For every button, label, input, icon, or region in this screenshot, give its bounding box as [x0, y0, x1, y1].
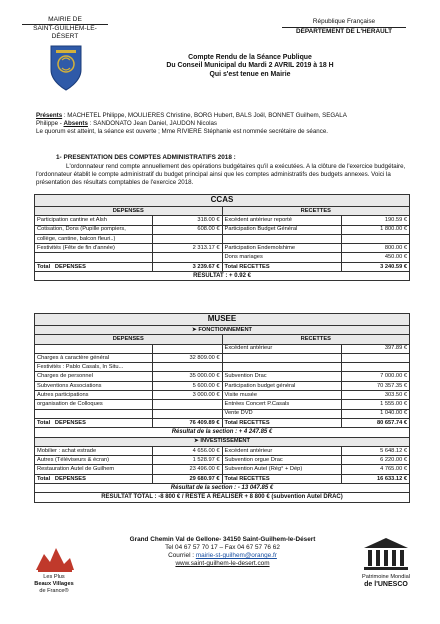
musee-rec-value: 303.50 € [342, 391, 410, 400]
table-row [35, 234, 410, 243]
musee-f-total-rec-label: Total RECETTES [222, 418, 342, 427]
ccas-rec-value: 450.00 € [342, 253, 410, 262]
table-row [35, 353, 410, 362]
table-row [35, 465, 410, 474]
left-logo-text2: Beaux Villages [34, 581, 74, 587]
invest-rec-label: Subvention Autel (Rég° + Dép) [222, 465, 342, 474]
musee-dep-value: 32 809.00 € [152, 353, 222, 362]
ccas-dep-value [152, 234, 222, 243]
invest-dep-value: 23 496.00 € [152, 465, 222, 474]
musee-rec-label [222, 363, 342, 372]
musee-rec-label: Vente DVD [222, 409, 342, 418]
musee-f-total-rec: 80 657.74 € [342, 418, 410, 427]
left-logo-text3: de France® [39, 588, 69, 594]
ccas-rec-label: Participation Endemolshime [222, 244, 342, 253]
musee-dep-value [152, 344, 222, 353]
ccas-rec-value [342, 234, 410, 243]
ccas-total-dep: 3 239.67 € [152, 262, 222, 271]
absent-label: Absents [63, 120, 88, 127]
republique-header [282, 18, 406, 36]
musee-dep-label: Autres participations [35, 391, 153, 400]
ccas-result: RESULTAT : + 0.92 € [35, 272, 410, 281]
title-line3: Qui s'est tenue en Mairie [209, 70, 291, 78]
left-logo-text1: Les Plus [43, 574, 65, 580]
left-logo-caption [26, 574, 82, 595]
musee-rec-label: Participation budget général [222, 381, 342, 390]
musee-dep-value [152, 409, 222, 418]
section-title: 1- PRESENTATION DES COMPTES ADMINISTRATIFS 2018 : [56, 154, 236, 161]
table-row [35, 344, 410, 353]
investissement-label: ➤ INVESTISSEMENT [35, 437, 410, 446]
present-label: Présents [36, 112, 63, 119]
musee-dep-label: Charges à caractère général [35, 353, 153, 362]
ccas-dep-label: Cotisation, Dons (Pupille pompiers, [35, 225, 153, 234]
musee-i-total-rec-label: Total RECETTES [222, 474, 342, 483]
musee-rec-label: Subvention Drac [222, 372, 342, 381]
ccas-title: CCAS [35, 195, 410, 207]
present-names: : MACHETEL Philippe, MOULIERES Christine, BORG Hubert, BALS Joël, BONNET Guilhem, SEGALA [62, 112, 347, 119]
invest-dep-value: 4 656.00 € [152, 446, 222, 455]
musee-dep-value: 35 000.00 € [152, 372, 222, 381]
ccas-total-rec-label: Total RECETTES [222, 262, 342, 271]
ccas-total-row [35, 262, 410, 271]
musee-rec-value: 1 040.00 € [342, 409, 410, 418]
ccas-dep-label: Festivités (Fête de fin d'année) [35, 244, 153, 253]
table-row [35, 400, 410, 409]
title-line2: Du Conseil Municipal du Mardi 2 AVRIL 2019 à 18 H [166, 62, 334, 70]
section-intro: L'ordonnateur rend compte annuellement des opérations budgétaires qu'il a exécutées. A la clôture de l'exercice budgétaire, l'ordonnateur établit le compte administratif du budget principal ainsi que les comptes administratifs des budgets annexes. Voici la présentation des résultats comptables de l'exercice 2018. [36, 163, 406, 186]
ccas-rec-value: 190.59 € [342, 216, 410, 225]
invest-rec-label: Subvention orgue Drac [222, 456, 342, 465]
quorum-text: Le quorum est atteint, la séance est ouverte ; Mme RIVIERE Stéphanie est nommée secrétaire de séance. [36, 128, 328, 135]
table-row [35, 446, 410, 455]
musee-dep-label [35, 344, 153, 353]
ccas-dep-label [35, 253, 153, 262]
musee-i-total-row [35, 474, 410, 483]
musee-dep-label: Subventions Associations [35, 381, 153, 390]
musee-dep-value [152, 400, 222, 409]
musee-rec-label: Entrées Concert P.Casals [222, 400, 342, 409]
right-logo-text2: de l'UNESCO [364, 581, 408, 588]
table-row [35, 363, 410, 372]
ccas-rec-label [222, 234, 342, 243]
ccas-table [34, 194, 410, 281]
ccas-dep-value: 318.00 € [152, 216, 222, 225]
ccas-dep-header: DEPENSES [35, 207, 223, 216]
departement-text: DÉPARTEMENT DE L'HERAULT [282, 27, 406, 36]
musee-i-total-dep: 29 680.97 € [152, 474, 222, 483]
ccas-dep-value: 608.00 € [152, 225, 222, 234]
ccas-rec-value: 1 800.00 € [342, 225, 410, 234]
ccas-dep-value [152, 253, 222, 262]
ccas-rec-label: Dons mariages [222, 253, 342, 262]
republique-text: République Française [312, 18, 376, 25]
musee-i-total-rec: 16 633.12 € [342, 474, 410, 483]
musee-rec-value: 1 555.00 € [342, 400, 410, 409]
musee-rec-value [342, 353, 410, 362]
document-title [140, 54, 360, 79]
invest-rec-value: 4 765.00 € [342, 465, 410, 474]
table-row [35, 253, 410, 262]
grand-total-result: RESULTAT TOTAL : -8 800 € / RESTE A REALISER + 8 800 € (subvention Autel DRAC) [35, 493, 410, 502]
musee-rec-label: Excédent antérieur [222, 344, 342, 353]
ccas-total-dep-label: Total DEPENSES [35, 262, 153, 271]
musee-dep-value [152, 363, 222, 372]
musee-table [34, 313, 410, 503]
invest-dep-label: Mobilier : achat estrade [35, 446, 153, 455]
ccas-total-rec: 3 240.59 € [342, 262, 410, 271]
ccas-dep-value: 2 313.17 € [152, 244, 222, 253]
musee-dep-value: 3 000.00 € [152, 391, 222, 400]
invest-rec-value: 5 648.12 € [342, 446, 410, 455]
musee-rec-value: 70 357.35 € [342, 381, 410, 390]
right-logo-text1: Patrimoine Mondial [362, 574, 410, 580]
musee-rec-label [222, 353, 342, 362]
table-row [35, 244, 410, 253]
musee-dep-label: Festivités : Pablo Casals, In Situ... [35, 363, 153, 372]
musee-f-total-dep: 76 409.89 € [152, 418, 222, 427]
musee-dep-label [35, 409, 153, 418]
footer-address: Grand Chemin Val de Gellone- 34150 Saint-Guilhem-le-Désert [129, 536, 316, 543]
attendance-paragraph [36, 112, 416, 136]
musee-rec-label: Visite musée [222, 391, 342, 400]
table-row [35, 216, 410, 225]
invest-rec-label: Excédent antérieur [222, 446, 342, 455]
ccas-rec-header: RECETTES [222, 207, 409, 216]
present-names-cont: Philippe - [36, 120, 64, 127]
ccas-rec-label: Participation Budget Général [222, 225, 342, 234]
footer-email-line [110, 552, 335, 560]
invest-dep-value: 1 528.97 € [152, 456, 222, 465]
mairie-line1: MAIRIE DE [48, 16, 82, 23]
musee-dep-label: Charges de personnel [35, 372, 153, 381]
email-label: Courriel : [168, 552, 196, 559]
table-row [35, 456, 410, 465]
musee-f-total-dep-label: Total DEPENSES [35, 418, 153, 427]
right-logo-caption [350, 574, 422, 588]
ccas-dep-label: collège, cantine, balcon fleuri..) [35, 234, 153, 243]
table-row [35, 225, 410, 234]
table-row [35, 409, 410, 418]
musee-i-total-dep-label: Total DEPENSES [35, 474, 153, 483]
table-row [35, 381, 410, 390]
table-row [35, 391, 410, 400]
fonctionnement-label: ➤ FONCTIONNEMENT [35, 326, 410, 335]
table-row [35, 372, 410, 381]
footer-contact [110, 536, 335, 568]
ccas-dep-label: Participation cantine et Alsh [35, 216, 153, 225]
ccas-rec-label: Excédent antérieur reporté [222, 216, 342, 225]
invest-dep-label: Restauration Autel de Guilhem [35, 465, 153, 474]
musee-title: MUSEE [35, 314, 410, 326]
musee-f-total-row [35, 418, 410, 427]
coat-of-arms-icon [48, 44, 84, 92]
email-link[interactable]: mairie-st-guilhem@orange.fr [195, 552, 277, 559]
ccas-rec-value: 800.00 € [342, 244, 410, 253]
mairie-header [22, 16, 108, 41]
fonctionnement-result: Résultat de la section : + 4 247.85 € [35, 428, 410, 437]
musee-rec-value: 397.89 € [342, 344, 410, 353]
absent-names: : SANDONATO Jean Daniel, JAUDON Nicolas [87, 120, 217, 127]
invest-rec-value: 6 220.00 € [342, 456, 410, 465]
mairie-line2: SAINT-GUILHEM-LE-DÉSERT [22, 24, 108, 41]
musee-dep-header: DEPENSES [35, 335, 223, 344]
investissement-result: Résultat de la section : - 13 047.85 € [35, 484, 410, 493]
musee-rec-value: 7 000.00 € [342, 372, 410, 381]
invest-dep-label: Autres (Téléviseurs & écran) [35, 456, 153, 465]
musee-dep-label: organisation de Colloques [35, 400, 153, 409]
musee-rec-value [342, 363, 410, 372]
musee-rec-header: RECETTES [222, 335, 409, 344]
musee-dep-value: 5 600.00 € [152, 381, 222, 390]
website-link[interactable]: www.saint-guilhem-le-desert.com [175, 560, 270, 567]
footer-phone: Tel 04 67 57 70 17 – Fax 04 67 57 76 62 [165, 544, 280, 551]
title-line1: Compte Rendu de la Séance Publique [188, 54, 312, 61]
